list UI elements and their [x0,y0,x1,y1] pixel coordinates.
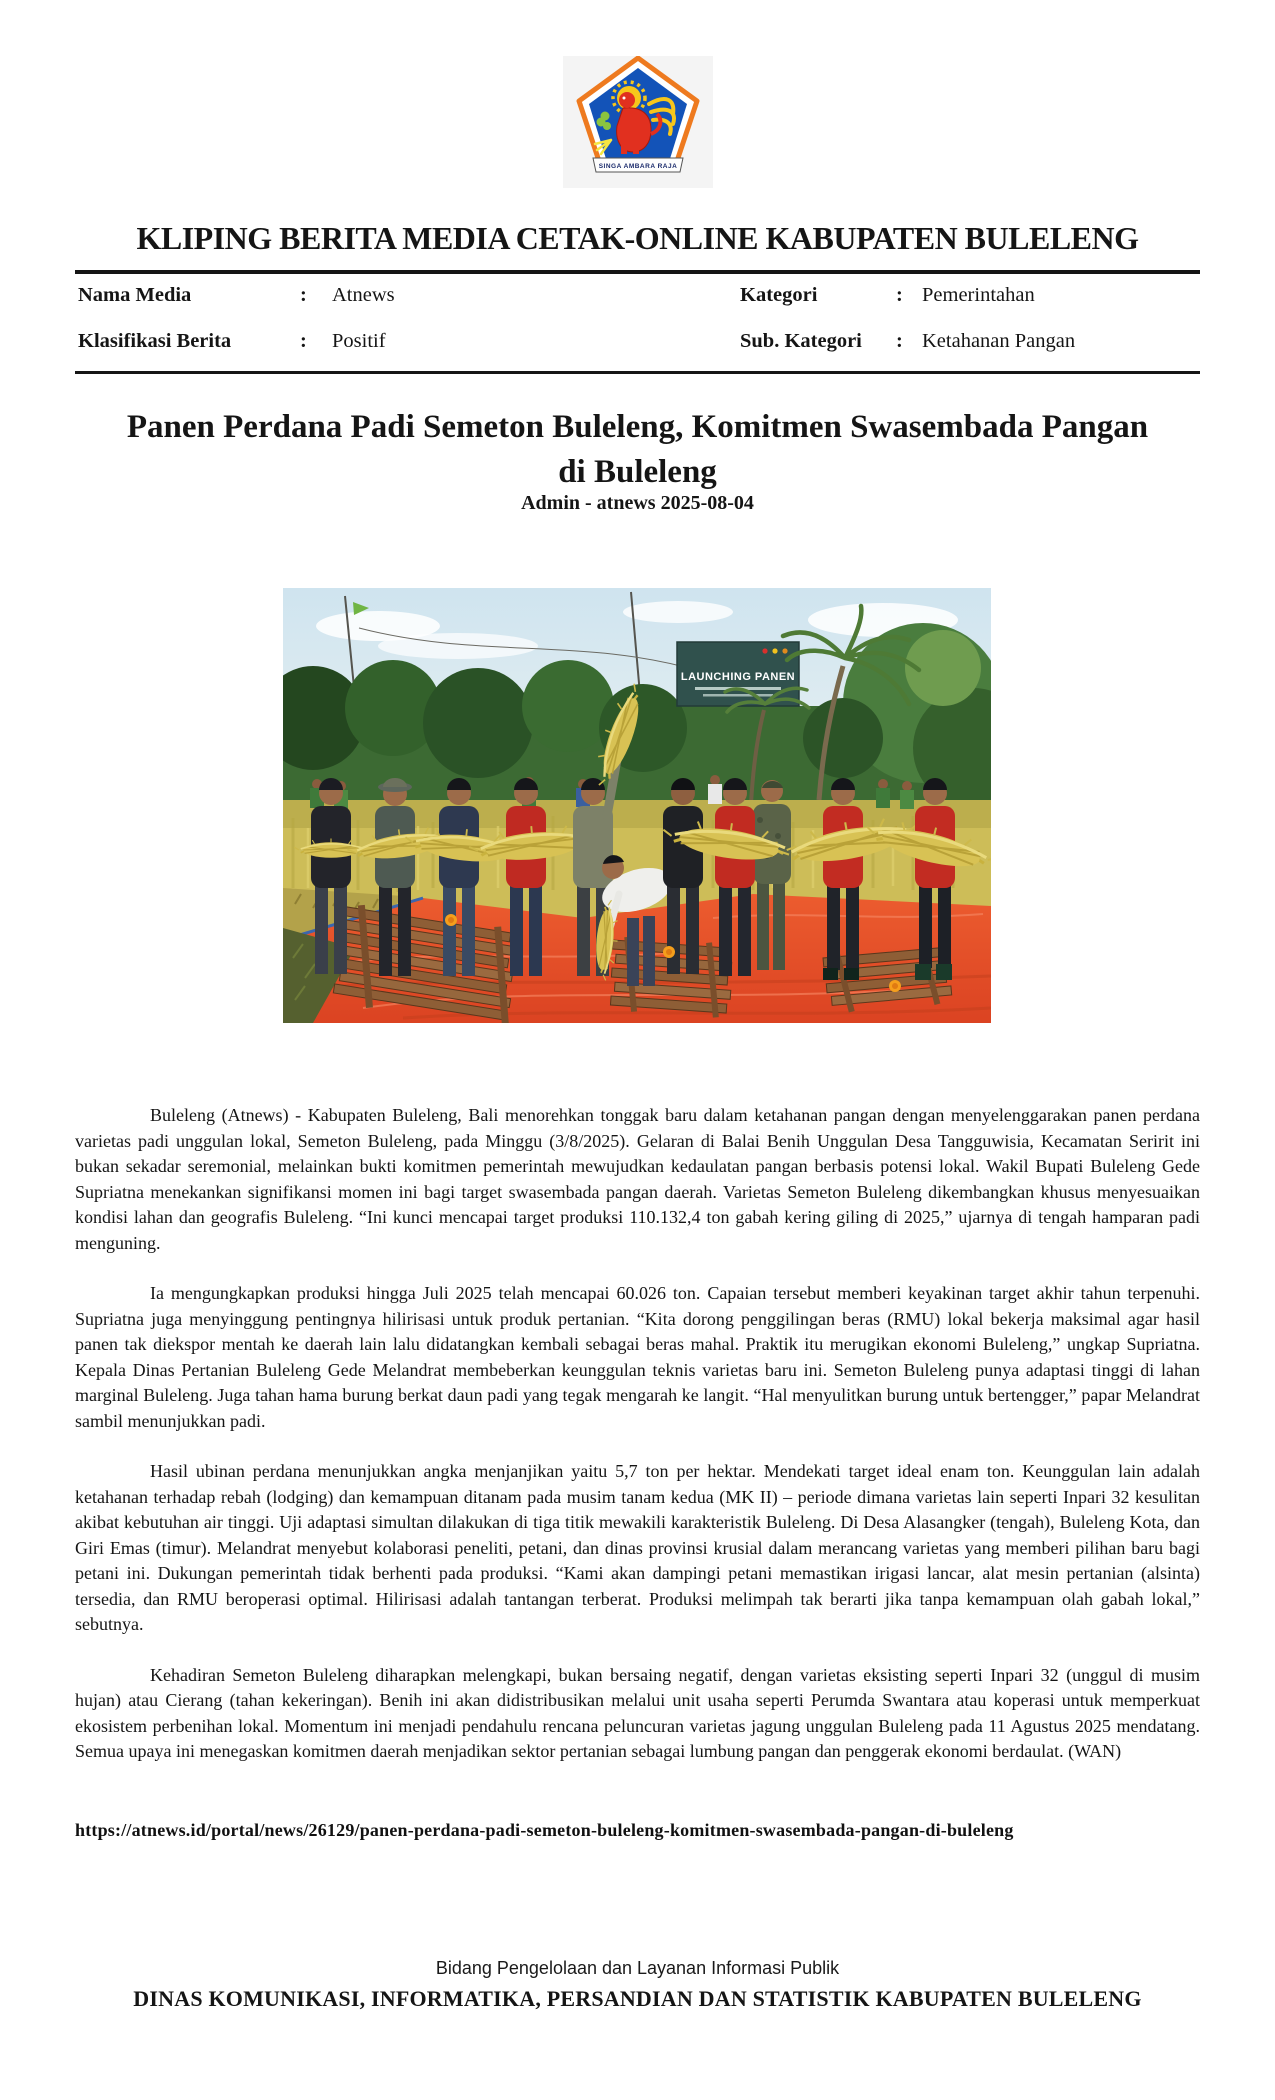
klasifikasi-label: Klasifikasi Berita [78,330,232,352]
nama-media-colon: : [300,284,307,306]
logo-motto-text: SINGA AMBARA RAJA [598,163,677,170]
article-paragraph: Kehadiran Semeton Buleleng diharapkan melengkapi, bukan bersaing negatif, dengan varietas eksisting seperti Inpari 32 (unggul di musim hujan) atau Cierang (tahan kekeringan). Benih ini akan didistribusikan melalui unit usaha seperti Perumda Swantara atau koperasi untuk memperkuat ekosistem perbenihan lokal. Momentum ini menjadi pendahulu rencana peluncuran varietas jagung unggulan Buleleng pada 11 Agustus 2025 mendatang. Semua upaya ini menegaskan komitmen daerah menjadikan sektor pertanian sebagai lumbung pangan dan penggerak ekonomi berdaulat. (WAN) [75,1664,1200,1761]
footer-agency: DINAS KOMUNIKASI, INFORMATIKA, PERSANDIAN DAN STATISTIK KABUPATEN BULELENG [133,1986,1142,2011]
nama-media-label: Nama Media [78,284,192,306]
article-byline: Admin - atnews 2025-08-04 [521,492,754,514]
nama-media-value: Atnews [332,284,395,306]
sub-kategori-value: Ketahanan Pangan [922,330,1076,352]
article-paragraph: Buleleng (Atnews) - Kabupaten Buleleng, Bali menorehkan tonggak baru dalam ketahanan pangan dengan menyelenggarakan panen perdana varietas padi unggulan lokal, Semeton Buleleng, pada Minggu (3/8/2025). Gelaran di Balai Benih Unggulan Desa Tangguwisia, Kecamatan Seririt ini bukan sekadar seremonial, melainkan bukti komitmen pemerintah mewujudkan kedaulatan pangan berbasis potensi lokal. Wakil Bupati Buleleng Gede Supriatna menekankan signifikansi momen ini bagi target swasembada pangan daerah. Varietas Semeton Buleleng dikembangkan khusus menyesuaikan kondisi lahan dan geografis Buleleng. “Ini kunci mencapai target produksi 110.132,4 ton gabah kering giling di 2025,” ujarnya di tengah hamparan padi menguning. [75,1105,1200,1253]
buleleng-emblem-logo [563,56,713,188]
article-paragraph: Ia mengungkapkan produksi hingga Juli 2025 telah mencapai 60.026 ton. Capaian tersebut memberi keyakinan target akhir tahun terpenuhi. Supriatna juga menyinggung pentingnya hilirisasi untuk produk pertanian. “Kita dorong penggilingan beras (RMU) lokal bekerja maksimal agar hasil panen tak diekspor mentah ke daerah lain lalu didatangkan kembali sebagai beras mahal. Praktik itu merugikan ekonomi Buleleng,” ungkap Supriatna. Kepala Dinas Pertanian Buleleng Gede Melandrat membeberkan keunggulan teknis varietas baru ini. Semeton Buleleng punya adaptasi tinggi di lahan marginal Buleleng. Juga tahan hama burung berkat daun padi yang tegak mengarah ke langit. “Hal menyulitkan burung untuk bertengger,” papar Melandrat sambil menunjukkan padi. [75,1283,1200,1431]
kategori-colon: : [896,284,903,306]
article-paragraph: Hasil ubinan perdana menunjukkan angka menjanjikan yaitu 5,7 ton per hektar. Mendekati target ideal enam ton. Keunggulan lain adalah ketahanan terhadap rebah (lodging) dan kemampuan ditanam pada musim tanam kedua (MK II) – periode dimana varietas lain seperti Inpari 32 kesulitan akibat kebutuhan air tinggi. Uji adaptasi simultan dilakukan di tiga titik mewakili karakteristik Buleleng. Di Desa Alasangker (tengah), Buleleng Kota, dan Giri Emas (timur). Melandrat menyebut kolaborasi peneliti, petani, dan dinas provinsi krusial dalam merancang varietas yang memberi pilihan baru bagi petani ini. Dukungan pemerintah tidak berhenti pada produksi. “Kami akan dampingi petani memastikan irigasi lancar, alat mesin pertanian (alsinta) tersedia, dan RMU beroperasi optimal. Hilirisasi adalah tantangan terberat. Produksi melimpah tak berarti jika tanpa kemampuan olah gabah lokal,” sebutnya. [75,1461,1200,1634]
divider-rule-top [75,270,1200,274]
article-title [60,405,1215,495]
kop-title: KLIPING BERITA MEDIA CETAK-ONLINE KABUPATEN BULELENG [136,220,1139,256]
photo-banner-text: LAUNCHING PANEN [680,671,796,683]
klasifikasi-colon: : [300,330,307,352]
sub-kategori-label: Sub. Kategori [740,330,862,352]
article-title-line2: di Buleleng [558,454,717,490]
klasifikasi-value: Positif [332,330,386,352]
article-photo [283,588,991,1023]
sub-kategori-colon: : [896,330,903,352]
kategori-value: Pemerintahan [922,284,1035,306]
article-body [75,1103,1200,1790]
article-title-line1: Panen Perdana Padi Semeton Buleleng, Komitmen Swasembada Pangan [126,409,1149,445]
photo-banner [677,642,799,706]
source-url-link[interactable]: https://atnews.id/portal/news/26129/panen-perdana-padi-semeton-buleleng-komitmen-swasembada-pangan-di-buleleng [75,1820,1014,1840]
kategori-label: Kategori [740,284,818,306]
footer-division: Bidang Pengelolaan dan Layanan Informasi Publik [435,1958,840,1978]
buleleng-emblem-icon [563,56,713,188]
divider-rule-bottom [75,371,1200,374]
